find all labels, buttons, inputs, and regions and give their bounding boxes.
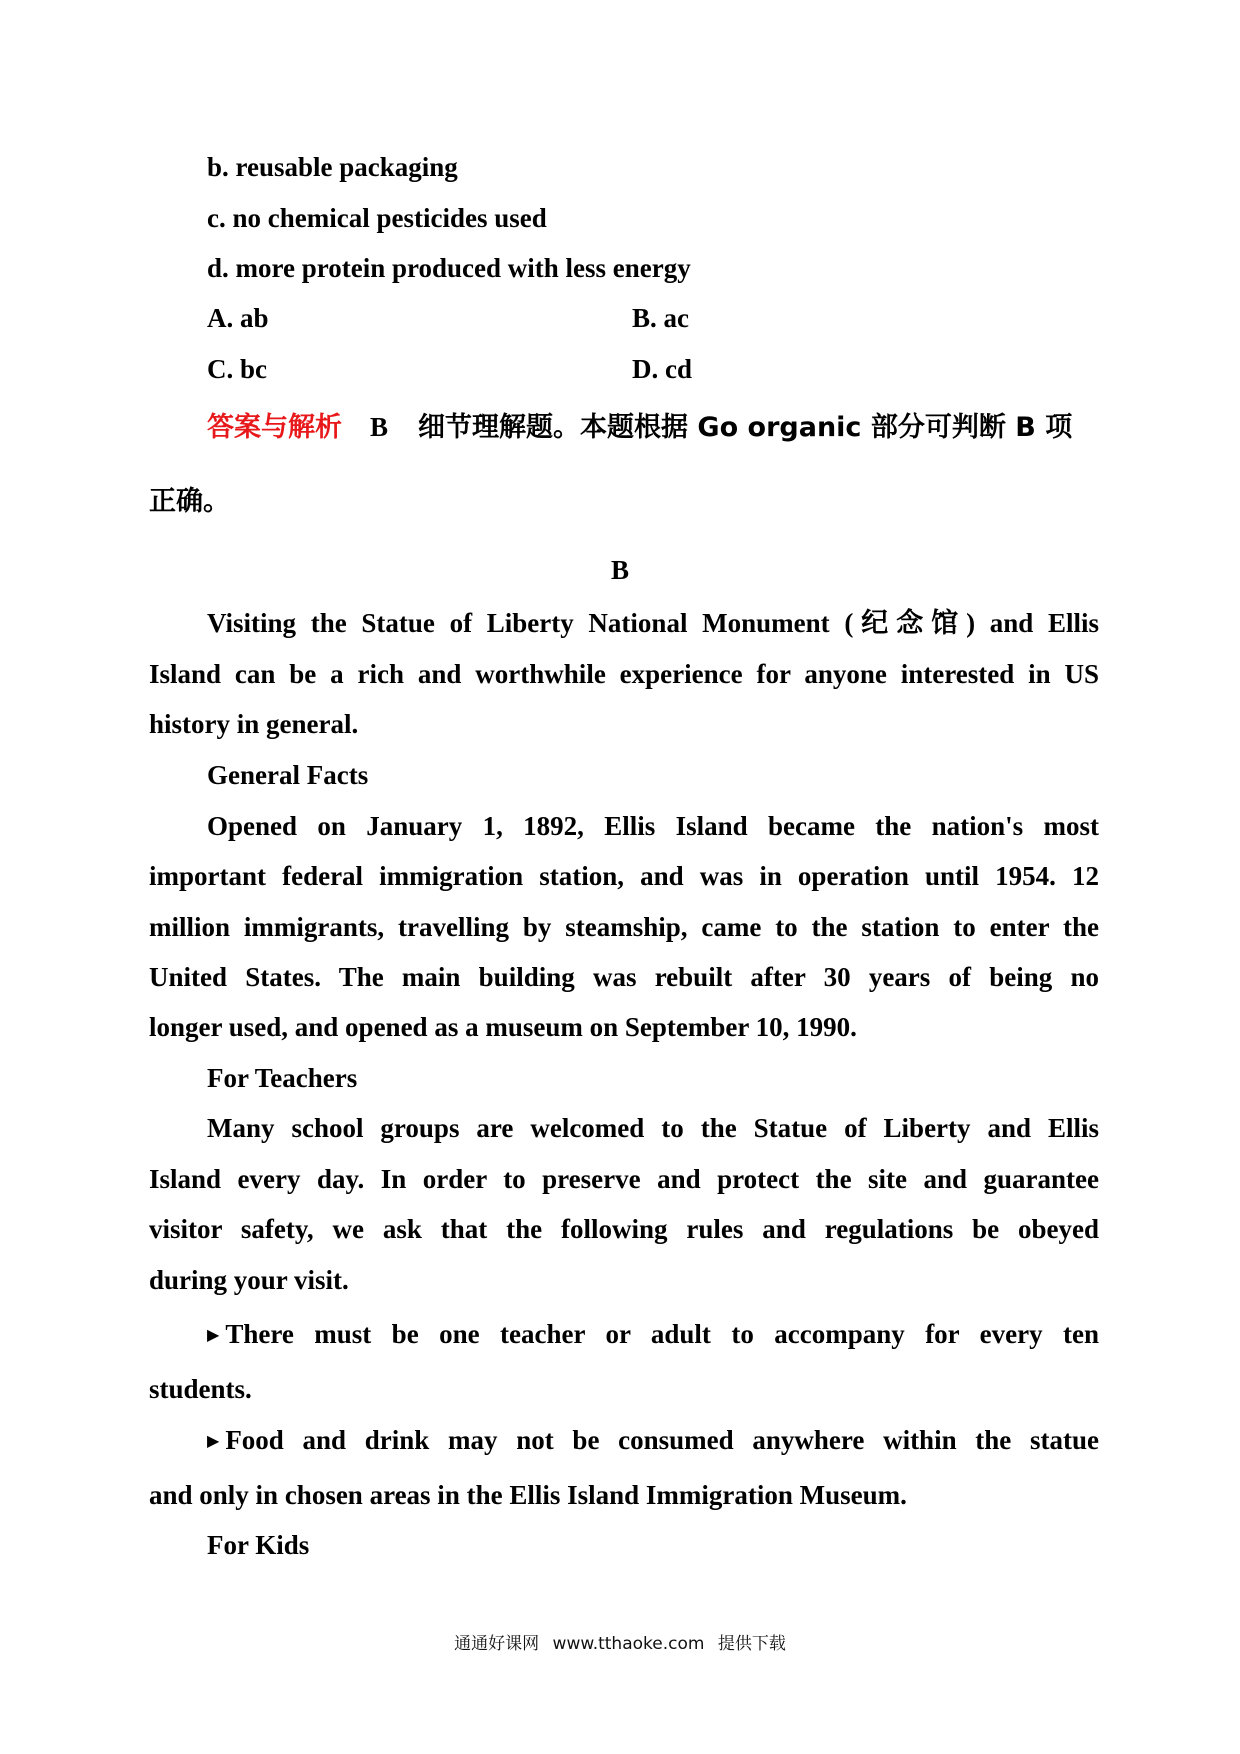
option-b: b. reusable packaging	[207, 152, 458, 182]
answer-line	[207, 410, 1072, 445]
choice-c: C. bc	[207, 354, 267, 384]
for-teachers-line-1: Many school groups are welcomed to the Statue of Liberty and Ellis	[207, 1113, 1099, 1143]
answer-letter: B	[370, 412, 389, 442]
rule-1-line-1: There must be one teacher or adult to accompany for every ten	[225, 1319, 1099, 1349]
choice-b: B. ac	[632, 303, 689, 333]
intro-line-1: Visiting the Statue of Liberty National Monument (纪念馆) and Ellis	[207, 608, 1099, 638]
general-facts-line-4: United States. The main building was rebuilt after 30 years of being no	[149, 962, 1099, 992]
bullet-triangle-icon: ▶	[207, 1433, 220, 1450]
general-facts-line-3: million immigrants, travelling by steamship, came to the station to enter the	[149, 912, 1099, 942]
footer-site-name: 通通好课网	[454, 1634, 540, 1654]
general-facts-line-5: longer used, and opened as a museum on September 10, 1990.	[149, 1012, 857, 1042]
for-teachers-line-4: during your visit.	[149, 1265, 349, 1295]
footer-suffix: 提供下载	[717, 1634, 786, 1654]
rule-2-line-2: and only in chosen areas in the Ellis Island Immigration Museum.	[149, 1480, 907, 1510]
choice-d: D. cd	[632, 354, 692, 384]
option-d: d. more protein produced with less energy	[207, 253, 691, 283]
answer-explanation: 细节理解题。本题根据 Go organic 部分可判断 B 项	[418, 412, 1073, 443]
page-footer	[0, 1633, 1240, 1655]
rule-1	[207, 1317, 1099, 1356]
intro-line-3: history in general.	[149, 709, 359, 739]
answer-label: 答案与解析	[207, 412, 342, 443]
rule-2-line-1: Food and drink may not be consumed anywhere within the statue	[225, 1425, 1099, 1455]
for-teachers-heading: For Teachers	[207, 1063, 358, 1093]
rule-1-line-2: students.	[149, 1374, 252, 1404]
general-facts-line-1: Opened on January 1, 1892, Ellis Island became the nation's most	[207, 811, 1099, 841]
intro-line-2: Island can be a rich and worthwhile experience for anyone interested in US	[149, 659, 1099, 689]
for-teachers-line-3: visitor safety, we ask that the following rules and regulations be obeyed	[149, 1214, 1099, 1244]
rule-2	[207, 1423, 1099, 1462]
general-facts-line-2: important federal immigration station, and was in operation until 1954. 12	[149, 861, 1099, 891]
option-c: c. no chemical pesticides used	[207, 203, 547, 233]
section-letter: B	[610, 555, 629, 585]
choice-a: A. ab	[207, 303, 269, 333]
footer-url[interactable]: www.tthaoke.com	[552, 1634, 705, 1654]
general-facts-heading: General Facts	[207, 760, 369, 790]
bullet-triangle-icon: ▶	[207, 1327, 220, 1344]
for-teachers-line-2: Island every day. In order to preserve and protect the site and guarantee	[149, 1164, 1099, 1194]
for-kids-heading: For Kids	[207, 1530, 310, 1560]
answer-explanation-cont: 正确。	[149, 486, 230, 517]
